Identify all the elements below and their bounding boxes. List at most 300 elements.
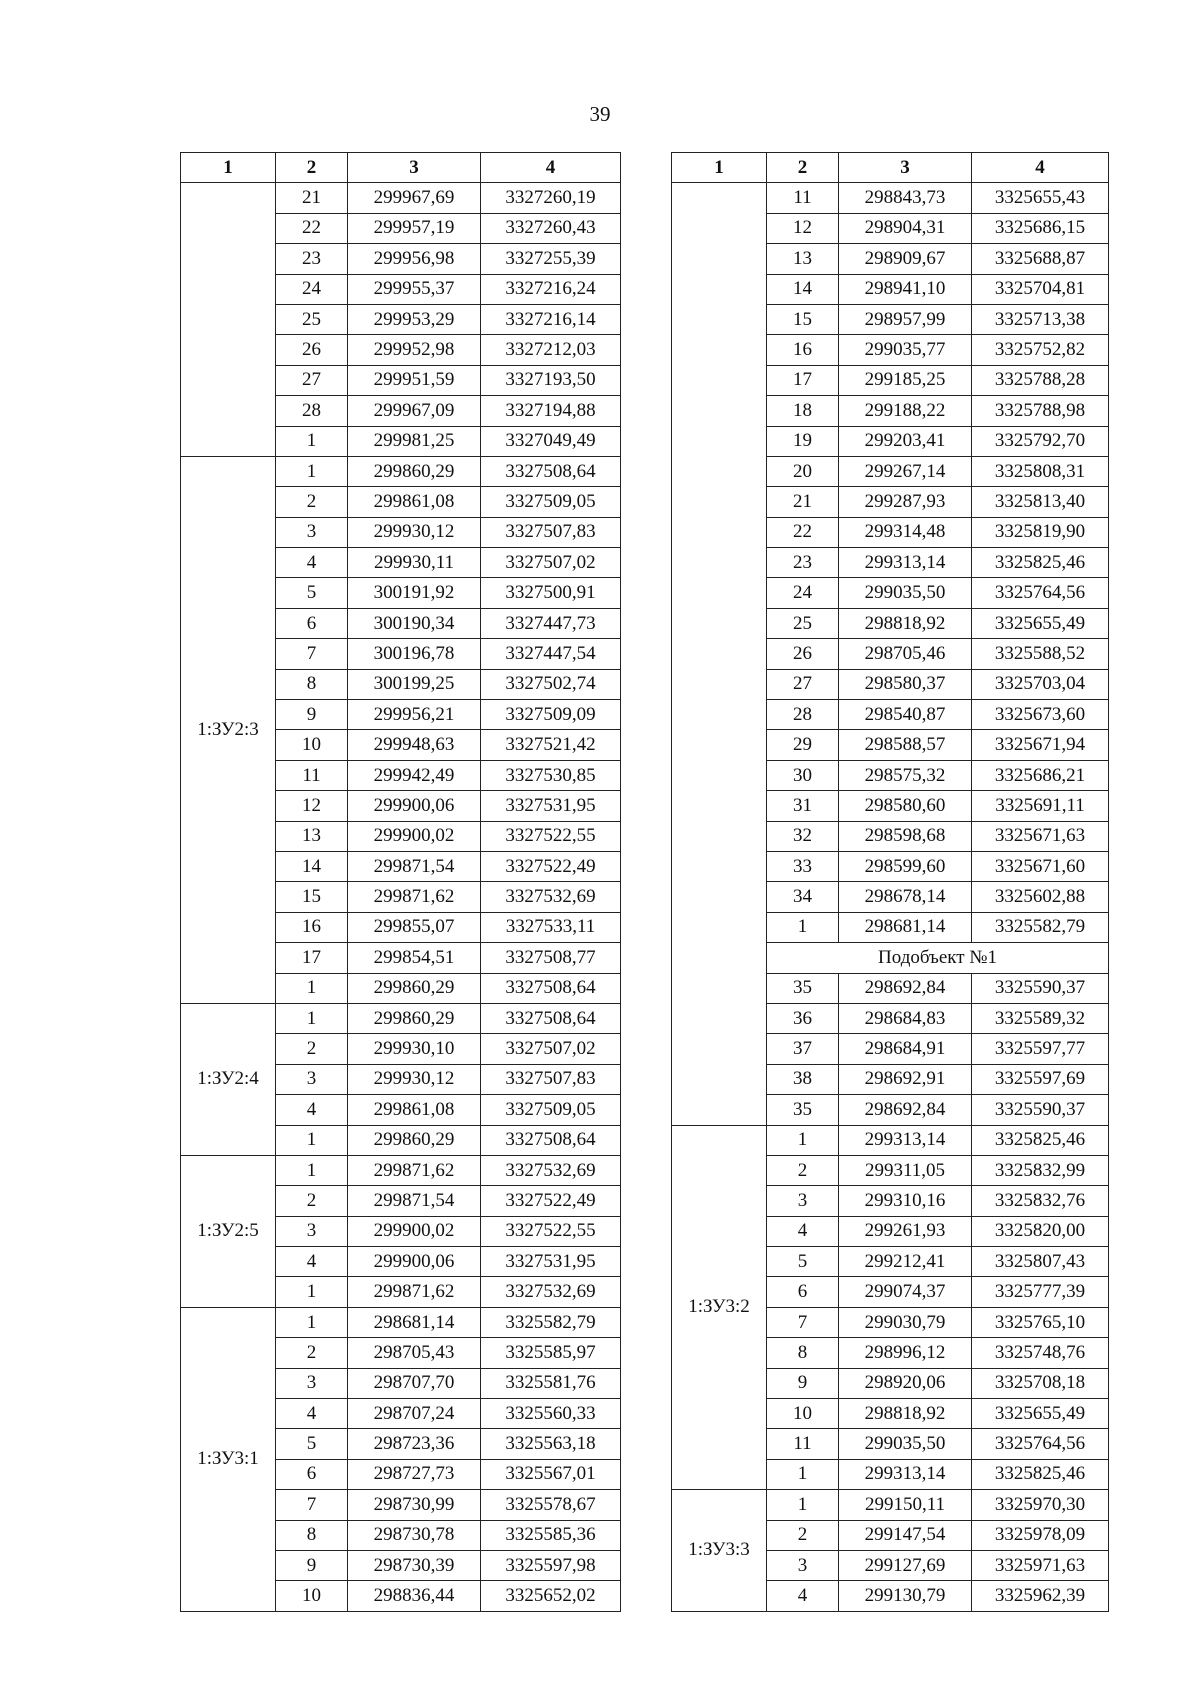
y-coordinate-cell: 3325686,15 [972, 213, 1109, 243]
point-number-cell: 4 [276, 1247, 348, 1277]
x-coordinate-cell: 298723,36 [348, 1429, 481, 1459]
y-coordinate-cell: 3327502,74 [481, 669, 621, 699]
point-number-cell: 6 [276, 608, 348, 638]
x-coordinate-cell: 298730,99 [348, 1490, 481, 1520]
x-coordinate-cell: 299203,41 [839, 426, 972, 456]
header-col-1: 1 [181, 153, 276, 183]
point-number-cell: 22 [276, 213, 348, 243]
point-number-cell: 4 [276, 1095, 348, 1125]
point-number-cell: 28 [767, 700, 839, 730]
y-coordinate-cell: 3327260,43 [481, 213, 621, 243]
x-coordinate-cell: 298580,37 [839, 669, 972, 699]
point-number-cell: 20 [767, 456, 839, 486]
point-number-cell: 7 [276, 1490, 348, 1520]
y-coordinate-cell: 3327508,64 [481, 456, 621, 486]
y-coordinate-cell: 3327530,85 [481, 760, 621, 790]
point-number-cell: 2 [276, 1186, 348, 1216]
y-coordinate-cell: 3325792,70 [972, 426, 1109, 456]
header-col-4: 4 [481, 153, 621, 183]
x-coordinate-cell: 299185,25 [839, 365, 972, 395]
y-coordinate-cell: 3325820,00 [972, 1216, 1109, 1246]
x-coordinate-cell: 299871,54 [348, 851, 481, 881]
x-coordinate-cell: 298941,10 [839, 274, 972, 304]
y-coordinate-cell: 3327255,39 [481, 244, 621, 274]
point-number-cell: 8 [276, 669, 348, 699]
x-coordinate-cell: 298818,92 [839, 608, 972, 638]
point-number-cell: 23 [767, 548, 839, 578]
point-number-cell: 26 [767, 639, 839, 669]
x-coordinate-cell: 300196,78 [348, 639, 481, 669]
point-number-cell: 13 [767, 244, 839, 274]
y-coordinate-cell: 3325764,56 [972, 1429, 1109, 1459]
point-number-cell: 2 [276, 487, 348, 517]
point-number-cell: 37 [767, 1034, 839, 1064]
point-number-cell: 11 [767, 183, 839, 213]
y-coordinate-cell: 3325671,94 [972, 730, 1109, 760]
x-coordinate-cell: 299314,48 [839, 517, 972, 547]
point-number-cell: 1 [276, 1155, 348, 1185]
y-coordinate-cell: 3325655,49 [972, 1399, 1109, 1429]
y-coordinate-cell: 3325777,39 [972, 1277, 1109, 1307]
y-coordinate-cell: 3325704,81 [972, 274, 1109, 304]
point-number-cell: 3 [276, 1368, 348, 1398]
point-number-cell: 28 [276, 396, 348, 426]
point-number-cell: 1 [276, 1125, 348, 1155]
y-coordinate-cell: 3325819,90 [972, 517, 1109, 547]
y-coordinate-cell: 3325582,79 [972, 912, 1109, 942]
x-coordinate-cell: 299967,69 [348, 183, 481, 213]
point-number-cell: 7 [767, 1307, 839, 1337]
y-coordinate-cell: 3325788,28 [972, 365, 1109, 395]
point-number-cell: 21 [767, 487, 839, 517]
y-coordinate-cell: 3325585,36 [481, 1520, 621, 1550]
x-coordinate-cell: 299967,09 [348, 396, 481, 426]
subobject-header: Подобъект №1 [767, 943, 1109, 973]
point-number-cell: 9 [276, 1550, 348, 1580]
y-coordinate-cell: 3325652,02 [481, 1581, 621, 1611]
object-label-cell: 1:ЗУ2:3 [181, 456, 276, 1003]
y-coordinate-cell: 3327212,03 [481, 335, 621, 365]
x-coordinate-cell: 299900,02 [348, 1216, 481, 1246]
table-row [181, 456, 621, 486]
x-coordinate-cell: 299952,98 [348, 335, 481, 365]
x-coordinate-cell: 298580,60 [839, 791, 972, 821]
x-coordinate-cell: 298692,91 [839, 1064, 972, 1094]
y-coordinate-cell: 3327509,05 [481, 1095, 621, 1125]
y-coordinate-cell: 3325808,31 [972, 456, 1109, 486]
y-coordinate-cell: 3327049,49 [481, 426, 621, 456]
x-coordinate-cell: 299861,08 [348, 487, 481, 517]
y-coordinate-cell: 3327531,95 [481, 1247, 621, 1277]
point-number-cell: 38 [767, 1064, 839, 1094]
x-coordinate-cell: 299035,50 [839, 578, 972, 608]
y-coordinate-cell: 3327500,91 [481, 578, 621, 608]
point-number-cell: 15 [276, 882, 348, 912]
header-col-2: 2 [767, 153, 839, 183]
point-number-cell: 32 [767, 821, 839, 851]
x-coordinate-cell: 298836,44 [348, 1581, 481, 1611]
y-coordinate-cell: 3325560,33 [481, 1399, 621, 1429]
y-coordinate-cell: 3327216,14 [481, 304, 621, 334]
x-coordinate-cell: 299957,19 [348, 213, 481, 243]
y-coordinate-cell: 3327194,88 [481, 396, 621, 426]
point-number-cell: 1 [767, 1459, 839, 1489]
x-coordinate-cell: 298707,70 [348, 1368, 481, 1398]
x-coordinate-cell: 299871,62 [348, 1277, 481, 1307]
point-number-cell: 3 [767, 1550, 839, 1580]
x-coordinate-cell: 298957,99 [839, 304, 972, 334]
y-coordinate-cell: 3325978,09 [972, 1520, 1109, 1550]
x-coordinate-cell: 298684,91 [839, 1034, 972, 1064]
x-coordinate-cell: 298705,46 [839, 639, 972, 669]
x-coordinate-cell: 299860,29 [348, 1003, 481, 1033]
y-coordinate-cell: 3325962,39 [972, 1581, 1109, 1611]
x-coordinate-cell: 300190,34 [348, 608, 481, 638]
x-coordinate-cell: 299930,12 [348, 1064, 481, 1094]
point-number-cell: 18 [767, 396, 839, 426]
object-label-cell: 1:ЗУ2:4 [181, 1003, 276, 1155]
point-number-cell: 2 [767, 1155, 839, 1185]
table-row [181, 1307, 621, 1337]
y-coordinate-cell: 3327509,09 [481, 700, 621, 730]
point-number-cell: 9 [276, 700, 348, 730]
y-coordinate-cell: 3327507,02 [481, 1034, 621, 1064]
x-coordinate-cell: 298684,83 [839, 1003, 972, 1033]
point-number-cell: 10 [276, 1581, 348, 1611]
point-number-cell: 7 [276, 639, 348, 669]
y-coordinate-cell: 3325589,32 [972, 1003, 1109, 1033]
x-coordinate-cell: 299261,93 [839, 1216, 972, 1246]
page-number: 39 [589, 102, 611, 126]
header-row [181, 153, 621, 183]
table-row [181, 1155, 621, 1185]
point-number-cell: 2 [276, 1338, 348, 1368]
x-coordinate-cell: 299310,16 [839, 1186, 972, 1216]
point-number-cell: 3 [276, 1064, 348, 1094]
x-coordinate-cell: 298707,24 [348, 1399, 481, 1429]
x-coordinate-cell: 299871,54 [348, 1186, 481, 1216]
y-coordinate-cell: 3327522,49 [481, 851, 621, 881]
y-coordinate-cell: 3325713,38 [972, 304, 1109, 334]
y-coordinate-cell: 3325825,46 [972, 548, 1109, 578]
y-coordinate-cell: 3325567,01 [481, 1459, 621, 1489]
point-number-cell: 25 [767, 608, 839, 638]
y-coordinate-cell: 3327532,69 [481, 1155, 621, 1185]
point-number-cell: 27 [767, 669, 839, 699]
coordinates-table-right [671, 152, 1109, 1612]
y-coordinate-cell: 3325971,63 [972, 1550, 1109, 1580]
y-coordinate-cell: 3325832,99 [972, 1155, 1109, 1185]
x-coordinate-cell: 299900,02 [348, 821, 481, 851]
point-number-cell: 1 [767, 912, 839, 942]
y-coordinate-cell: 3325970,30 [972, 1490, 1109, 1520]
y-coordinate-cell: 3325590,37 [972, 1095, 1109, 1125]
point-number-cell: 1 [276, 1307, 348, 1337]
point-number-cell: 17 [767, 365, 839, 395]
point-number-cell: 35 [767, 973, 839, 1003]
y-coordinate-cell: 3327507,02 [481, 548, 621, 578]
point-number-cell: 33 [767, 851, 839, 881]
object-label-cell: 1:ЗУ3:1 [181, 1307, 276, 1611]
x-coordinate-cell: 298692,84 [839, 973, 972, 1003]
y-coordinate-cell: 3327508,64 [481, 1125, 621, 1155]
x-coordinate-cell: 299074,37 [839, 1277, 972, 1307]
y-coordinate-cell: 3325764,56 [972, 578, 1109, 608]
x-coordinate-cell: 299130,79 [839, 1581, 972, 1611]
x-coordinate-cell: 298678,14 [839, 882, 972, 912]
x-coordinate-cell: 298588,57 [839, 730, 972, 760]
x-coordinate-cell: 298843,73 [839, 183, 972, 213]
point-number-cell: 8 [276, 1520, 348, 1550]
point-number-cell: 1 [767, 1490, 839, 1520]
coordinates-table-left [180, 152, 621, 1612]
x-coordinate-cell: 298909,67 [839, 244, 972, 274]
point-number-cell: 34 [767, 882, 839, 912]
point-number-cell: 1 [276, 1003, 348, 1033]
x-coordinate-cell: 299313,14 [839, 1459, 972, 1489]
point-number-cell: 2 [767, 1520, 839, 1550]
y-coordinate-cell: 3325588,52 [972, 639, 1109, 669]
y-coordinate-cell: 3327508,64 [481, 973, 621, 1003]
x-coordinate-cell: 299188,22 [839, 396, 972, 426]
x-coordinate-cell: 299313,14 [839, 1125, 972, 1155]
x-coordinate-cell: 299953,29 [348, 304, 481, 334]
y-coordinate-cell: 3325825,46 [972, 1125, 1109, 1155]
point-number-cell: 35 [767, 1095, 839, 1125]
y-coordinate-cell: 3327522,55 [481, 1216, 621, 1246]
x-coordinate-cell: 299930,12 [348, 517, 481, 547]
y-coordinate-cell: 3327508,64 [481, 1003, 621, 1033]
x-coordinate-cell: 299981,25 [348, 426, 481, 456]
y-coordinate-cell: 3325602,88 [972, 882, 1109, 912]
x-coordinate-cell: 298920,06 [839, 1368, 972, 1398]
object-label-cell [672, 183, 767, 1125]
point-number-cell: 24 [276, 274, 348, 304]
y-coordinate-cell: 3327193,50 [481, 365, 621, 395]
x-coordinate-cell: 299956,21 [348, 700, 481, 730]
point-number-cell: 17 [276, 943, 348, 973]
y-coordinate-cell: 3327532,69 [481, 882, 621, 912]
x-coordinate-cell: 299860,29 [348, 1125, 481, 1155]
point-number-cell: 10 [276, 730, 348, 760]
y-coordinate-cell: 3327507,83 [481, 517, 621, 547]
x-coordinate-cell: 299900,06 [348, 791, 481, 821]
point-number-cell: 21 [276, 183, 348, 213]
point-number-cell: 1 [276, 973, 348, 1003]
point-number-cell: 3 [276, 1216, 348, 1246]
x-coordinate-cell: 300199,25 [348, 669, 481, 699]
x-coordinate-cell: 298996,12 [839, 1338, 972, 1368]
y-coordinate-cell: 3325597,77 [972, 1034, 1109, 1064]
y-coordinate-cell: 3327216,24 [481, 274, 621, 304]
x-coordinate-cell: 299311,05 [839, 1155, 972, 1185]
y-coordinate-cell: 3327522,55 [481, 821, 621, 851]
x-coordinate-cell: 299854,51 [348, 943, 481, 973]
y-coordinate-cell: 3327521,42 [481, 730, 621, 760]
y-coordinate-cell: 3325673,60 [972, 700, 1109, 730]
header-col-3: 3 [348, 153, 481, 183]
y-coordinate-cell: 3325597,98 [481, 1550, 621, 1580]
point-number-cell: 5 [767, 1247, 839, 1277]
y-coordinate-cell: 3327508,77 [481, 943, 621, 973]
y-coordinate-cell: 3325788,98 [972, 396, 1109, 426]
point-number-cell: 1 [767, 1125, 839, 1155]
point-number-cell: 8 [767, 1338, 839, 1368]
x-coordinate-cell: 299930,10 [348, 1034, 481, 1064]
x-coordinate-cell: 299035,77 [839, 335, 972, 365]
y-coordinate-cell: 3325590,37 [972, 973, 1109, 1003]
x-coordinate-cell: 299948,63 [348, 730, 481, 760]
point-number-cell: 4 [767, 1581, 839, 1611]
y-coordinate-cell: 3325597,69 [972, 1064, 1109, 1094]
x-coordinate-cell: 299030,79 [839, 1307, 972, 1337]
point-number-cell: 25 [276, 304, 348, 334]
header-col-2: 2 [276, 153, 348, 183]
x-coordinate-cell: 298681,14 [348, 1307, 481, 1337]
x-coordinate-cell: 299313,14 [839, 548, 972, 578]
y-coordinate-cell: 3327532,69 [481, 1277, 621, 1307]
y-coordinate-cell: 3325807,43 [972, 1247, 1109, 1277]
header-row [672, 153, 1109, 183]
x-coordinate-cell: 299860,29 [348, 973, 481, 1003]
y-coordinate-cell: 3325563,18 [481, 1429, 621, 1459]
x-coordinate-cell: 299212,41 [839, 1247, 972, 1277]
point-number-cell: 13 [276, 821, 348, 851]
y-coordinate-cell: 3325581,76 [481, 1368, 621, 1398]
y-coordinate-cell: 3327260,19 [481, 183, 621, 213]
x-coordinate-cell: 299956,98 [348, 244, 481, 274]
point-number-cell: 1 [276, 426, 348, 456]
point-number-cell: 1 [276, 456, 348, 486]
y-coordinate-cell: 3327447,54 [481, 639, 621, 669]
point-number-cell: 30 [767, 760, 839, 790]
point-number-cell: 5 [276, 1429, 348, 1459]
y-coordinate-cell: 3325686,21 [972, 760, 1109, 790]
x-coordinate-cell: 298575,32 [839, 760, 972, 790]
x-coordinate-cell: 299942,49 [348, 760, 481, 790]
point-number-cell: 3 [767, 1186, 839, 1216]
point-number-cell: 2 [276, 1034, 348, 1064]
header-col-4: 4 [972, 153, 1109, 183]
x-coordinate-cell: 299147,54 [839, 1520, 972, 1550]
point-number-cell: 3 [276, 517, 348, 547]
point-number-cell: 12 [767, 213, 839, 243]
point-number-cell: 4 [276, 548, 348, 578]
x-coordinate-cell: 298598,68 [839, 821, 972, 851]
x-coordinate-cell: 299871,62 [348, 1155, 481, 1185]
y-coordinate-cell: 3327507,83 [481, 1064, 621, 1094]
point-number-cell: 23 [276, 244, 348, 274]
x-coordinate-cell: 298904,31 [839, 213, 972, 243]
x-coordinate-cell: 298681,14 [839, 912, 972, 942]
point-number-cell: 12 [276, 791, 348, 821]
table-row [181, 183, 621, 213]
x-coordinate-cell: 299150,11 [839, 1490, 972, 1520]
y-coordinate-cell: 3325691,11 [972, 791, 1109, 821]
y-coordinate-cell: 3325671,60 [972, 851, 1109, 881]
x-coordinate-cell: 299267,14 [839, 456, 972, 486]
point-number-cell: 4 [276, 1399, 348, 1429]
header-col-1: 1 [672, 153, 767, 183]
point-number-cell: 31 [767, 791, 839, 821]
point-number-cell: 22 [767, 517, 839, 547]
point-number-cell: 15 [767, 304, 839, 334]
x-coordinate-cell: 298730,39 [348, 1550, 481, 1580]
point-number-cell: 11 [767, 1429, 839, 1459]
x-coordinate-cell: 299955,37 [348, 274, 481, 304]
point-number-cell: 1 [276, 1277, 348, 1307]
y-coordinate-cell: 3327522,49 [481, 1186, 621, 1216]
x-coordinate-cell: 299900,06 [348, 1247, 481, 1277]
point-number-cell: 14 [276, 851, 348, 881]
y-coordinate-cell: 3327531,95 [481, 791, 621, 821]
point-number-cell: 16 [767, 335, 839, 365]
table-row [672, 1490, 1109, 1520]
y-coordinate-cell: 3325708,18 [972, 1368, 1109, 1398]
x-coordinate-cell: 299951,59 [348, 365, 481, 395]
point-number-cell: 9 [767, 1368, 839, 1398]
y-coordinate-cell: 3327447,73 [481, 608, 621, 638]
y-coordinate-cell: 3325703,04 [972, 669, 1109, 699]
point-number-cell: 14 [767, 274, 839, 304]
y-coordinate-cell: 3325832,76 [972, 1186, 1109, 1216]
point-number-cell: 5 [276, 578, 348, 608]
y-coordinate-cell: 3325825,46 [972, 1459, 1109, 1489]
table-row [181, 1003, 621, 1033]
y-coordinate-cell: 3325688,87 [972, 244, 1109, 274]
x-coordinate-cell: 298818,92 [839, 1399, 972, 1429]
x-coordinate-cell: 299930,11 [348, 548, 481, 578]
point-number-cell: 27 [276, 365, 348, 395]
x-coordinate-cell: 298540,87 [839, 700, 972, 730]
object-label-cell: 1:ЗУ3:2 [672, 1125, 767, 1490]
y-coordinate-cell: 3325585,97 [481, 1338, 621, 1368]
y-coordinate-cell: 3325655,43 [972, 183, 1109, 213]
x-coordinate-cell: 298727,73 [348, 1459, 481, 1489]
object-label-cell: 1:ЗУ3:3 [672, 1490, 767, 1612]
x-coordinate-cell: 298705,43 [348, 1338, 481, 1368]
point-number-cell: 24 [767, 578, 839, 608]
x-coordinate-cell: 299127,69 [839, 1550, 972, 1580]
header-col-3: 3 [839, 153, 972, 183]
y-coordinate-cell: 3325655,49 [972, 608, 1109, 638]
x-coordinate-cell: 299855,07 [348, 912, 481, 942]
y-coordinate-cell: 3325748,76 [972, 1338, 1109, 1368]
x-coordinate-cell: 299871,62 [348, 882, 481, 912]
point-number-cell: 6 [767, 1277, 839, 1307]
table-row [672, 1125, 1109, 1155]
y-coordinate-cell: 3325578,67 [481, 1490, 621, 1520]
x-coordinate-cell: 299287,93 [839, 487, 972, 517]
y-coordinate-cell: 3325765,10 [972, 1307, 1109, 1337]
point-number-cell: 29 [767, 730, 839, 760]
y-coordinate-cell: 3325813,40 [972, 487, 1109, 517]
point-number-cell: 4 [767, 1216, 839, 1246]
y-coordinate-cell: 3325752,82 [972, 335, 1109, 365]
point-number-cell: 36 [767, 1003, 839, 1033]
object-label-cell: 1:ЗУ2:5 [181, 1155, 276, 1307]
point-number-cell: 11 [276, 760, 348, 790]
point-number-cell: 19 [767, 426, 839, 456]
x-coordinate-cell: 299861,08 [348, 1095, 481, 1125]
x-coordinate-cell: 300191,92 [348, 578, 481, 608]
point-number-cell: 10 [767, 1399, 839, 1429]
object-label-cell [181, 183, 276, 457]
point-number-cell: 16 [276, 912, 348, 942]
y-coordinate-cell: 3325671,63 [972, 821, 1109, 851]
y-coordinate-cell: 3327533,11 [481, 912, 621, 942]
x-coordinate-cell: 298599,60 [839, 851, 972, 881]
